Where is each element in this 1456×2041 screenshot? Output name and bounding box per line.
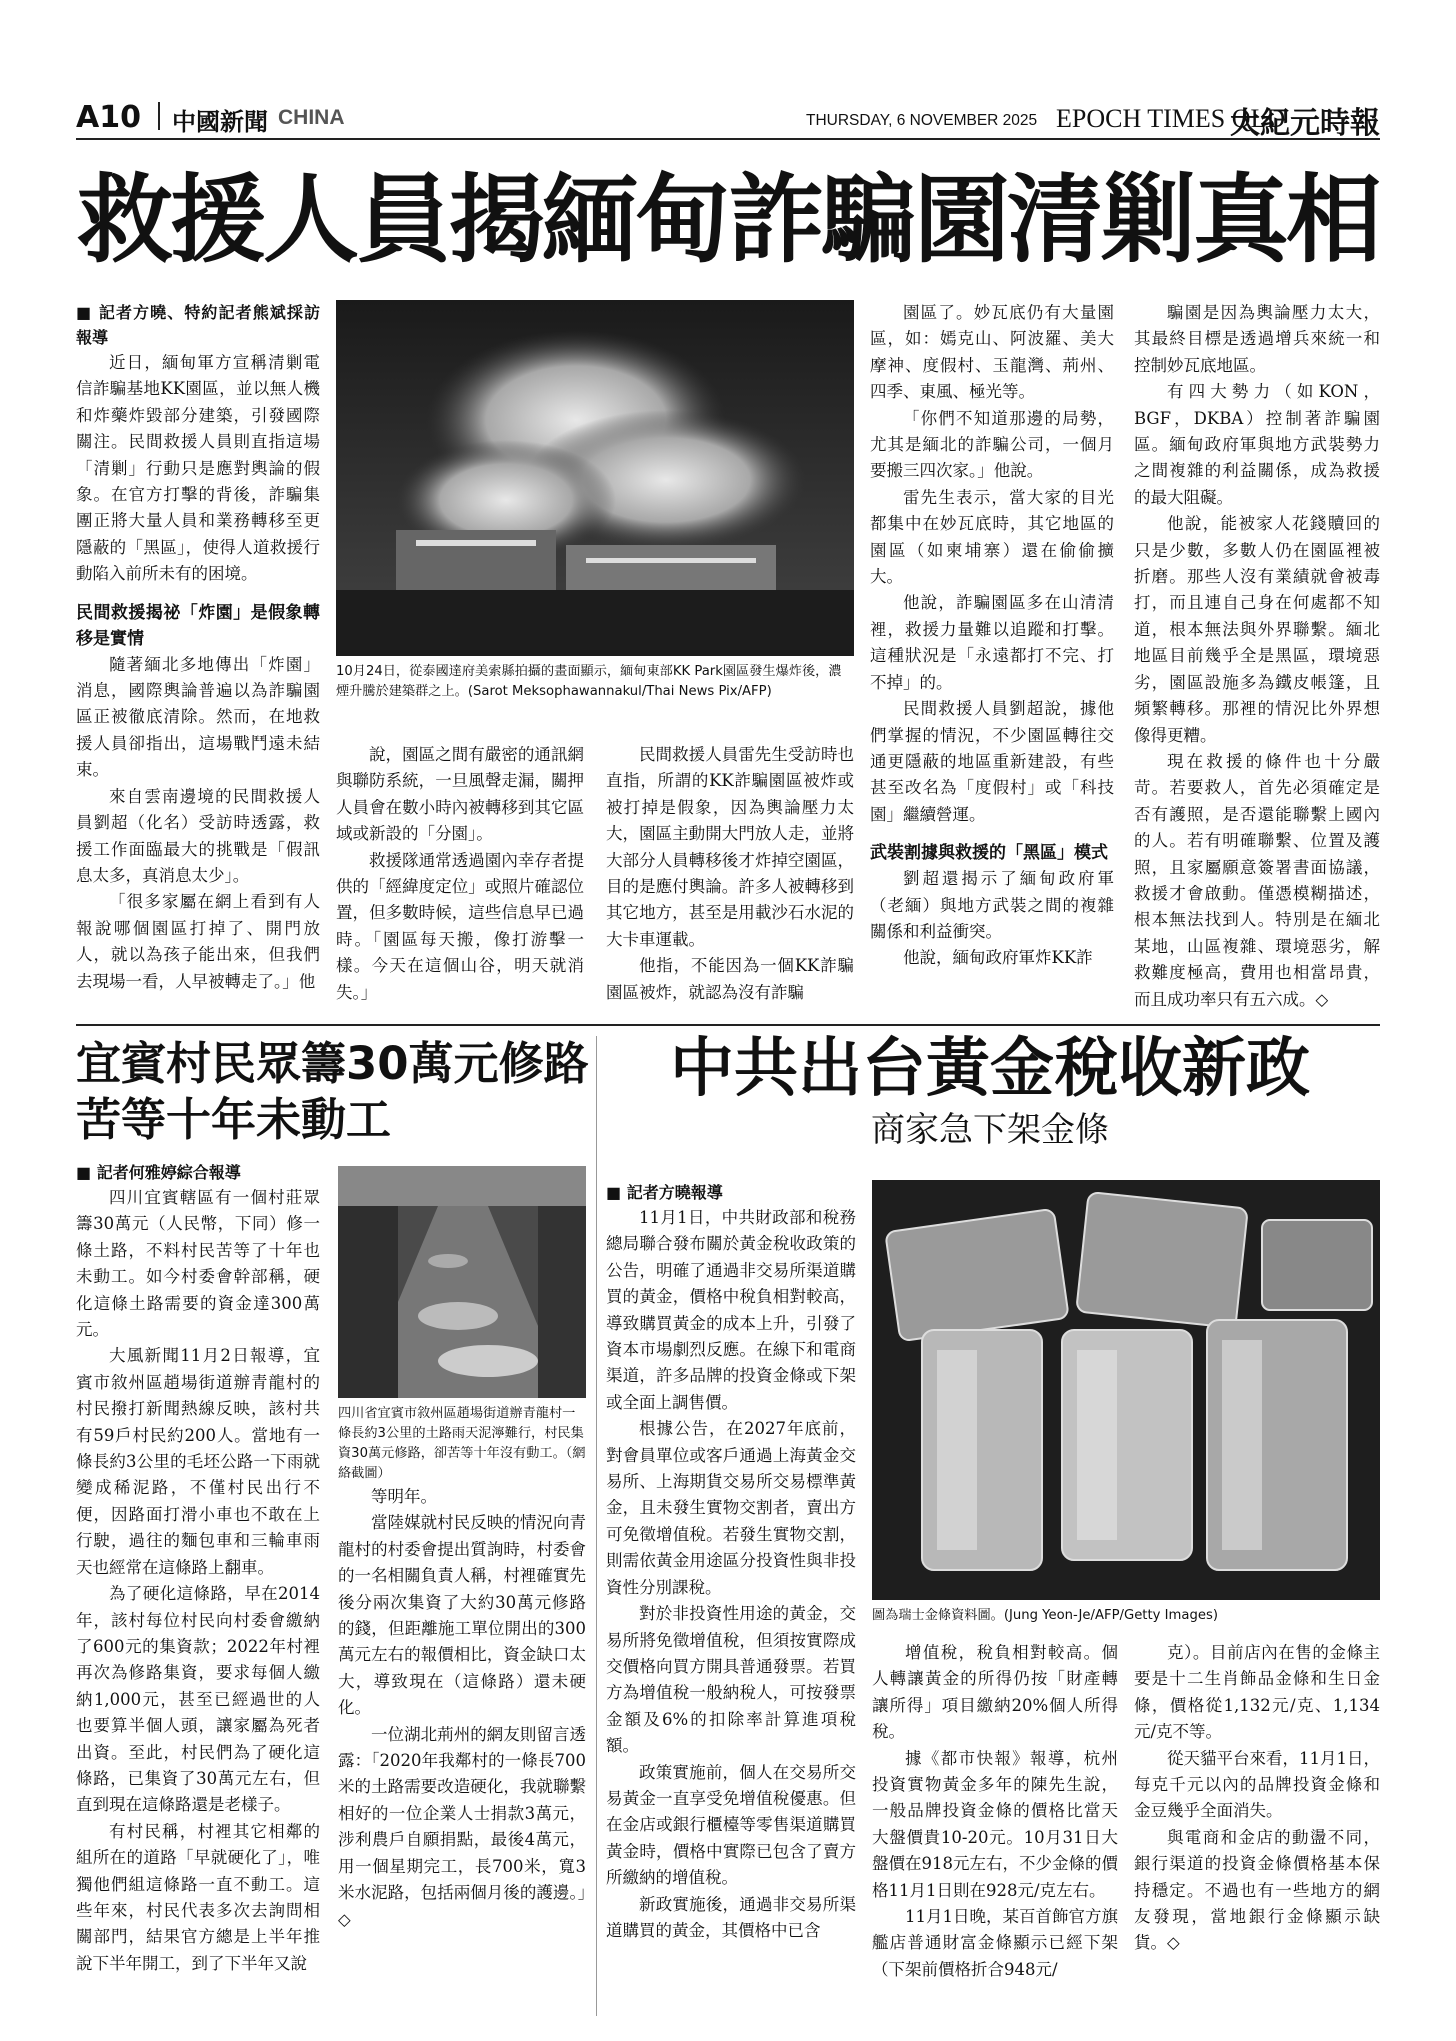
section-name: 中國新聞 (172, 108, 268, 136)
paragraph: 增值稅，稅負相對較高。個人轉讓黃金的所得仍按「財產轉讓所得」項目繳納20%個人所得稅。 (872, 1643, 1118, 1742)
paragraph: 克）。目前店內在售的金條主要是十二生肖飾品金條和生日金條，價格從1,132元/克、1,134元/克不等。 (1134, 1643, 1380, 1742)
paragraph: 當陸媒就村民反映的情況向青龍村的村委會提出質詢時，村委會的一名相關負責人稱，村裡確實先後分兩次集資了大約30萬元修路的錢，但距離施工單位開出的300萬元左右的報價相比，資金缺口太大，導致現在（這條路）還未硬化。 (338, 1513, 586, 1718)
a2-column-2 (338, 1484, 586, 2010)
gold-bars-photo (872, 1180, 1380, 1600)
paragraph: 根據公告，在2027年底前，對會員單位或客戶通過上海黃金交易所、上海期貨交易所交易標準黃金，且未發生實物交割者，賣出方可免徵增值稅。若發生實物交割，則需依黃金用途區分投資性與非投資性分別課稅。 (606, 1419, 856, 1597)
paragraph: 大風新聞11月2日報導，宜賓市敘州區趙場街道辦青龍村的村民撥打新聞熱線反映，該村共有59戶村民約200人。當地有一條長約3公里的毛坯公路一下雨就變成稀泥路，不僅村民出行不便，因路面打滑小車也不敢在上行駛，過往的麵包車和三輪車雨天也經常在這條路上翻車。 (76, 1346, 320, 1577)
paragraph: 說，園區之間有嚴密的通訊網與聯防系統，一旦風聲走漏，關押人員會在數小時內被轉移到其它區域或新設的「分園」。 (336, 745, 584, 844)
a3-column-2 (872, 1640, 1118, 2010)
paragraph: 劉超還揭示了緬甸政府軍（老緬）與地方武裝之間的複雜關係和利益衝突。 (870, 869, 1114, 941)
explosion-smoke-photo (336, 300, 854, 656)
article3-subhead: 商家急下架金條 (871, 1110, 1109, 1150)
paragraph: 騙園是因為輿論壓力太大，其最終目標是透過增兵來統一和控制妙瓦底地區。 (1134, 303, 1380, 375)
a3-col1-body (606, 1205, 856, 1944)
masthead: EPOCH TIMES QLD (1056, 104, 1286, 133)
a3-col2-body (872, 1640, 1118, 1983)
paragraph: 有四大勢力（如KON，BGF，DKBA）控制著詐騙園區。緬甸政府軍與地方武裝勢力之間複雜的利益關係，成為救援的最大阻礙。 (1134, 382, 1380, 507)
paragraph: 他指，不能因為一個KK詐騙園區被炸，就認為沒有詐騙 (606, 956, 854, 1002)
a1-subheading-2: 武裝割據與救援的「黑區」模式 (870, 843, 1108, 864)
a1-col3-body (606, 742, 854, 1006)
main-headline: 救援人員揭緬甸詐騙園清剿真相 (77, 163, 1379, 276)
paragraph: 隨著緬北多地傳出「炸園」消息，國際輿論普遍以為詐騙園區正被徹底清除。然而，在地救援人員卻指出，這場戰鬥遠未結束。 (76, 654, 320, 780)
a1-col1-body (76, 350, 320, 588)
paragraph: 園區了。妙瓦底仍有大量園區，如：嫣克山、阿波羅、美大摩神、度假村、玉龍灣、荊州、四季、東風、極光等。 (870, 303, 1114, 402)
issue-date: THURSDAY, 6 NOVEMBER 2025 (806, 112, 1038, 129)
a1-column-2 (336, 742, 584, 1012)
a1-col2-body (336, 742, 584, 1006)
paragraph: 11月1日晚，某百首飾官方旗艦店普通財富金條顯示已經下架（下架前價格折合948元/ (872, 1907, 1118, 1979)
paragraph: 新政實施後，通過非交易所渠道購買的黃金，其價格中已含 (606, 1894, 856, 1940)
paragraph: 11月1日，中共財政部和稅務總局聯合發布關於黃金稅收政策的公告，明確了通過非交易所渠道購買的黃金，價格中稅負相對較高，導致購買黃金的成本上升，引發了資本市場劇烈反應。在線下和電商渠道，許多品牌的投資金條或下架或全面上調售價。 (606, 1208, 856, 1412)
paragraph: 為了硬化這條路，早在2014年，該村每位村民向村委會繳納了600元的集資款；2022年村裡再次為修路集資，要求每個人繳納1,000元，甚至已經過世的人也要算半個人頭，讓家屬為死者出資。至此，村民們為了硬化這條路，已集資了30萬元左右，但直到現在這條路還是老樣子。 (76, 1584, 320, 1815)
section-name-en: CHINA (278, 106, 345, 129)
paragraph: 一位湖北荊州的網友則留言透露：「2020年我鄰村的一條長700米的土路需要改造硬化，我就聯繫相好的一位企業人士捐款3萬元，涉利農戶自願捐點，最後4萬元，用一個星期完工，長700米，寬3米水泥路，包括兩個月後的護邊。」◇ (338, 1724, 586, 1929)
paragraph: 現在救援的條件也十分嚴苛。若要救人，首先必須確定是否有護照，是否還能聯繫上國內的人。若有明確聯繫、位置及護照，且家屬願意簽署書面協議，救援才會啟動。僅憑模糊描述，根本無法找到人。特別是在緬北某地，山區複雜、環境惡劣，解救難度極高，費用也相當昂貴，而且成功率只有五六成。◇ (1134, 751, 1380, 1009)
paragraph: 對於非投資性用途的黃金，交易所將免徵增值稅，但須按實際成交價格向買方開具普通發票。若買方為增值稅一般納稅人，可按發票金額及6%的扣除率計算進項稅額。 (606, 1604, 856, 1756)
article2-headline: 宜賓村民眾籌30萬元修路苦等十年未動工 (76, 1037, 589, 1146)
paragraph: 「很多家屬在網上看到有人報說哪個園區打掉了、開門放人，就以為孩子能出來，但我們去現場一看，人早被轉走了。」他 (76, 892, 320, 991)
a1-byline: ■ 記者方曉、特約記者熊斌採訪報導 (76, 300, 320, 350)
vertical-divider (596, 1036, 597, 2016)
muddy-road-photo (338, 1166, 586, 1398)
page-number: A10 (76, 100, 141, 135)
article3-headline: 中共出台黃金稅收新政 (670, 1032, 1310, 1106)
explosion-smoke-image (336, 300, 854, 656)
a1-column-3 (606, 742, 854, 1012)
paragraph: 民間救援人員雷先生受訪時也直指，所謂的KK詐騙園區被炸或被打掉是假象，因為輿論壓力太大，園區主動開大門放人走，並將大部分人員轉移後才炸掉空園區，目的是應付輿論。許多人被轉移到其它地方，甚至是用載沙石水泥的大卡車運載。 (606, 745, 854, 949)
a2-byline: ■ 記者何雅婷綜合報導 (76, 1160, 320, 1185)
a2-column-1 (76, 1160, 320, 2010)
paragraph: 近日，緬甸軍方宣稱清剿電信詐騙基地KK園區，並以無人機和炸藥炸毀部分建築，引發國際關注。民間救援人員則直指這場「清剿」行動只是應對輿論的假象。在官方打擊的背後，詐騙集團正將大量人員和業務轉移至更隱蔽的「黑區」，使得人道救援行動陷入前所未有的困境。 (76, 353, 320, 584)
a1-col5-body (1134, 300, 1380, 1012)
a3-column-1 (606, 1180, 856, 2010)
paragraph: 來自雲南邊境的民間救援人員劉超（化名）受訪時透露，救援工作面臨最大的挑戰是「假訊息太多，真消息太少」。 (76, 786, 320, 885)
paragraph: 與電商和金店的動盪不同，銀行渠道的投資金條價格基本保持穩定。不過也有一些地方的網友發現，當地銀行金條顯示缺貨。◇ (1134, 1827, 1380, 1953)
a2-col2-body (338, 1484, 586, 1933)
a3-byline: ■ 記者方曉報導 (606, 1180, 856, 1205)
paragraph: 四川宜賓轄區有一個村莊眾籌30萬元（人民幣，下同）修一條土路，不料村民苦等了十年也未動工。如今村委會幹部稱，硬化這條土路需要的資金達300萬元。 (76, 1188, 320, 1340)
paragraph: 據《都市快報》報導，杭州投資實物黃金多年的陳先生說，一般品牌投資金條的價格比當天大盤價貴10-20元。10月31日大盤價在918元左右，不少金條的價格11月1日則在928元/克左右。 (872, 1748, 1118, 1900)
paragraph: 政策實施前，個人在交易所交易黃金一直享受免增值稅優惠。但在金店或銀行櫃檯等零售渠道購買黃金時，價格中實際已包含了賣方所繳納的增值稅。 (606, 1762, 856, 1888)
a1-column-4 (870, 300, 1114, 1012)
header-divider (158, 102, 160, 130)
paragraph: 有村民稱，村裡其它相鄰的組所在的道路「早就硬化了」，唯獨他們組這條路一直不動工。這些年來，村民代表多次去詢問相關部門，結果官方總是上半年推說下半年開工，到了下半年又說 (76, 1821, 320, 1973)
paragraph: 從天貓平台來看，11月1日，每克千元以內的品牌投資金條和金豆幾乎全面消失。 (1134, 1748, 1380, 1821)
paragraph: 他說，緬甸政府軍炸KK詐 (903, 948, 1093, 968)
gold-bars-image (872, 1180, 1380, 1600)
a2-col1-body (76, 1185, 320, 1977)
a3-photo-caption: 圖為瑞士金條資料圖。(Jung Yeon-Je/AFP/Getty Images) (872, 1608, 1218, 1623)
a1-column-5 (1134, 300, 1380, 1012)
a2-photo-caption: 四川省宜賓市敘州區趙場街道辦青龍村一條長約3公里的土路雨天泥濘難行，村民集資30萬元修路，卻苦等十年沒有動工。（網絡截圖） (338, 1406, 586, 1481)
paragraph: 救援隊通常透過園內幸存者提供的「經緯度定位」或照片確認位置，但多數時候，這些信息早已過時。「園區每天搬，像打游擊一樣。今天在這個山谷，明天就消失。」 (336, 850, 584, 1002)
masthead-cn: 大紀元時報 (1230, 106, 1380, 141)
page-header (76, 98, 1380, 140)
a1-col4-body (870, 300, 1114, 828)
paragraph: 他說，能被家人花錢贖回的只是少數，多數人仍在園區裡被折磨。那些人沒有業績就會被毒打，而且連自己身在何處都不知道，根本無法與外界聯繫。緬北地區目前幾乎全是黑區，環境惡劣，園區設施多為鐵皮帳篷，且頻繁轉移。那裡的情況比外界想像得更糟。 (1134, 514, 1380, 745)
paragraph: 「你們不知道那邊的局勢，尤其是緬北的詐騙公司，一個月要搬三四次家。」他說。 (870, 408, 1114, 481)
a1-column-1 (76, 300, 320, 1012)
a1-subheading-1: 民間救援揭祕「炸園」是假象轉移是實情 (76, 602, 320, 649)
paragraph: 民間救援人員劉超說，據他們掌握的情況，不少園區轉往交通更隱蔽的地區重新建設，有些甚至改名為「度假村」或「科技園」繼續營運。 (870, 699, 1114, 824)
a3-col3-body (1134, 1640, 1380, 1957)
paragraph: 雷先生表示，當大家的目光都集中在妙瓦底時，其它地區的園區（如柬埔寨）還在偷偷擴大。 (870, 487, 1114, 587)
a1-col4b-body (870, 866, 1114, 972)
a3-column-3 (1134, 1640, 1380, 2010)
paragraph: 等明年。 (371, 1487, 437, 1506)
a1-col1b-body (76, 652, 320, 995)
paragraph: 他說，詐騙園區多在山清清裡，救援力量難以追蹤和打擊。這種狀況是「永遠都打不完、打不掉」的。 (870, 593, 1114, 692)
a1-photo-caption: 10月24日，從泰國達府美索縣拍攝的畫面顯示，緬甸東部KK Park園區發生爆炸後，濃煙升騰於建築群之上。(Sarot Meksophawannakul/Thai News Pix/AFP) (336, 664, 842, 699)
section-divider (76, 1024, 1380, 1026)
muddy-road-image (338, 1166, 586, 1398)
